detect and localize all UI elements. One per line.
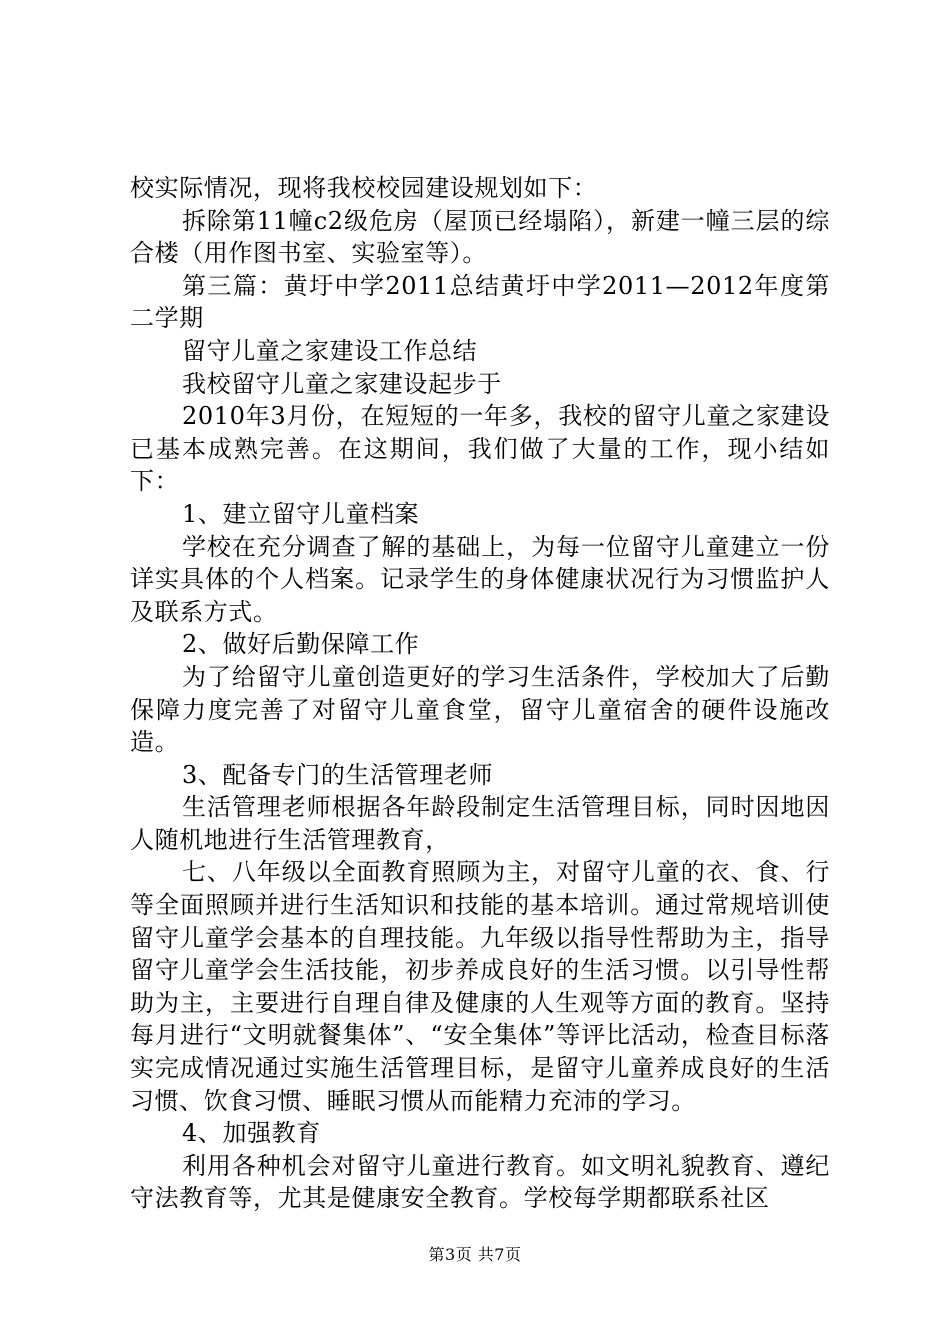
body-paragraph: 校实际情况，现将我校校园建设规划如下： <box>130 174 598 202</box>
body-paragraph: 2010年3月份，在短短的一年多，我校的留守儿童之家建设已基本成熟完善。在这期间，我们做了大量的工作，现小结如下： <box>130 402 830 496</box>
body-paragraph: 利用各种机会对留守儿童进行教育。如文明礼貌教育、遵纪守法教育等，尤其是健康安全教育。学校每学期都联系社区 <box>130 1151 830 1213</box>
body-paragraph: 4、加强教育 <box>182 1119 321 1148</box>
body-paragraph: 3、配备专门的生活管理老师 <box>182 760 494 789</box>
body-paragraph: 第三篇：黄圩中学2011总结黄圩中学2011—2012年度第二学期 <box>130 271 830 333</box>
body-paragraph: 为了给留守儿童创造更好的学习生活条件，学校加大了后勤保障力度完善了对留守儿童食堂，留守儿童宿舍的硬件设施改造。 <box>130 662 830 757</box>
page-footer: 第3页 共7页 <box>428 1245 522 1264</box>
body-paragraph: 七、八年级以全面教育照顾为主，对留守儿童的衣、食、行等全面照顾并进行生活知识和技能的基本培训。通过常规培训使留守儿童学会基本的自理技能。九年级以指导性帮助为主，指导留守儿童学会生活技能，初步养成良好的生活习惯。以引导性帮助为主，主要进行自理自律及健康的人生观等方面的教育。坚持每月进行“文明就餐集体”、“安全集体”等评比活动，检查目标落实完成情况通过实施生活管理目标，是留守儿童养成良好的生活习惯、饮食习惯、睡眠习惯从而能精力充沛的学习。 <box>130 858 830 1115</box>
body-paragraph: 拆除第11幢c2级危房（屋顶已经塌陷），新建一幢三层的综合楼（用作图书室、实验室等）。 <box>130 206 830 268</box>
body-paragraph: 2、做好后勤保障工作 <box>182 630 420 659</box>
body-paragraph: 留守儿童之家建设工作总结 <box>182 336 478 365</box>
document-body <box>130 172 830 1215</box>
body-paragraph: 学校在充分调查了解的基础上，为每一位留守儿童建立一份详实具体的个人档案。记录学生的身体健康状况行为习惯监护人及联系方式。 <box>130 532 830 626</box>
body-paragraph: 生活管理老师根据各年龄段制定生活管理目标，同时因地因人随机地进行生活管理教育， <box>130 793 830 854</box>
body-paragraph: 1、建立留守儿童档案 <box>182 499 420 528</box>
body-paragraph: 我校留守儿童之家建设起步于 <box>182 369 502 398</box>
